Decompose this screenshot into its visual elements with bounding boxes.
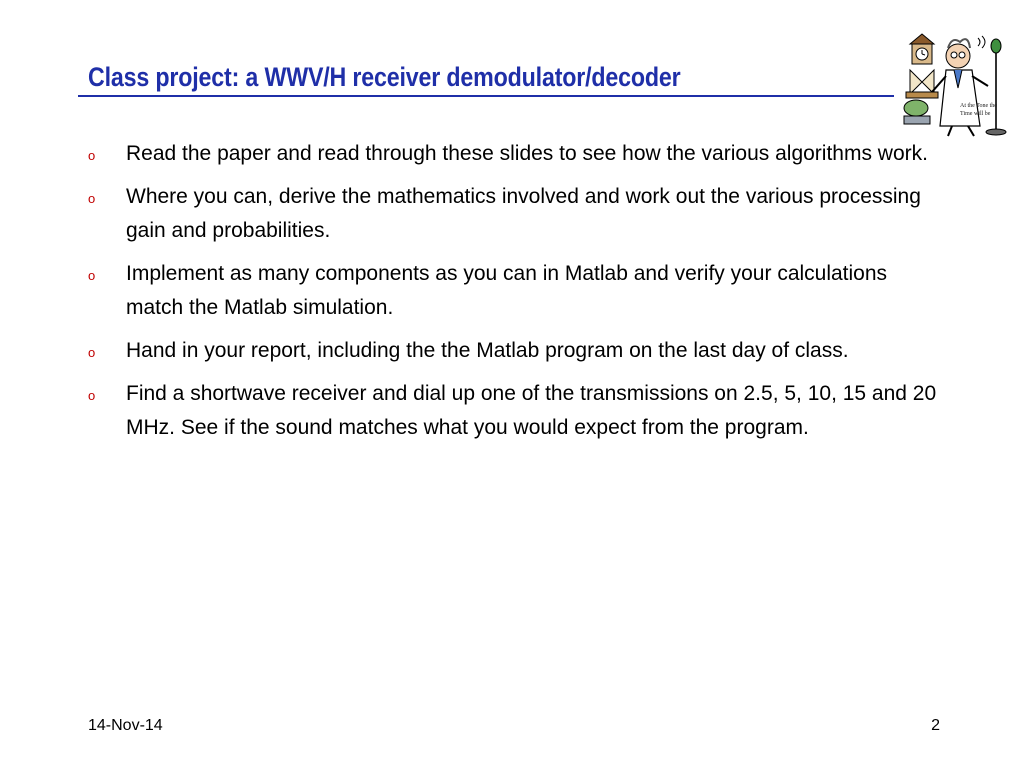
list-item: [88, 377, 948, 445]
bullet-marker-icon: o: [88, 191, 96, 206]
bullet-text: Find a shortwave receiver and dial up one of the transmissions on 2.5, 5, 10, 15 and 20 MHz. See if the sound matches what you would expect from the program.: [126, 382, 937, 439]
list-item: [88, 334, 948, 368]
list-item: [88, 137, 948, 171]
bullet-text: Where you can, derive the mathematics involved and work out the various processing gain and probabilities.: [126, 185, 921, 242]
bullet-text: Read the paper and read through these slides to see how the various algorithms work.: [126, 142, 928, 165]
clip-art-caption-line: Time will be: [960, 111, 991, 117]
clip-art-caption: [960, 102, 1010, 118]
list-item: [88, 180, 948, 248]
footer-date: 14-Nov-14: [88, 717, 163, 734]
scientist-with-clock-icon: [896, 30, 1012, 138]
bullet-text: Implement as many components as you can in Matlab and verify your calculations match the Matlab simulation.: [126, 262, 888, 319]
bullet-marker-icon: o: [88, 388, 96, 403]
bullet-text: Hand in your report, including the the Matlab program on the last day of class.: [126, 339, 849, 362]
list-item: [88, 257, 948, 325]
title-underline: [78, 95, 894, 97]
page-number: 2: [931, 717, 940, 734]
slide-title: Class project: a WWV/H receiver demodulator/decoder: [88, 62, 681, 92]
bullet-marker-icon: o: [88, 268, 96, 283]
clip-art-caption-line: At the Tone the: [960, 103, 997, 109]
bullet-marker-icon: o: [88, 148, 96, 163]
bullet-list: [88, 137, 948, 454]
bullet-marker-icon: o: [88, 345, 96, 360]
